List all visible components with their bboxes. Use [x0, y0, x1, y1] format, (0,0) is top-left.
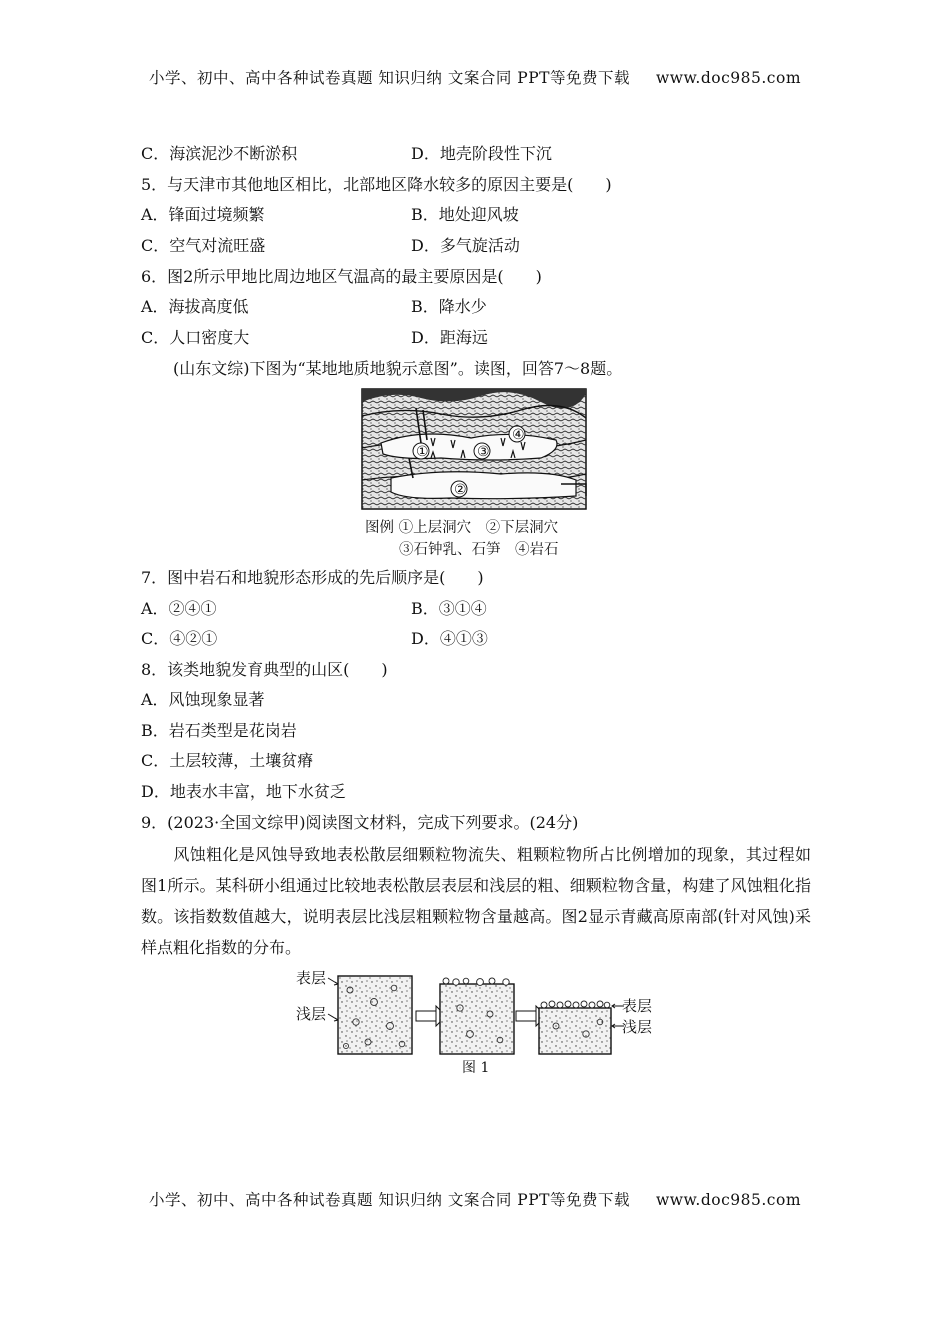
marker-2: ②: [454, 482, 467, 498]
q8-stem: 8．该类地貌发育典型的山区( ): [141, 660, 388, 679]
page-footer: [0, 1188, 950, 1210]
q9-paragraph-text: 风蚀粗化是风蚀导致地表松散层细颗粒物流失、粗颗粒物所占比例增加的现象，其过程如图1所示。某科研小组通过比较地表松散层表层和浅层的粗、细颗粒物含量，构建了风蚀粗化指数。该指数数值越大，说明表层比浅层粗颗粒物含量越高。图2显示青藏高原南部(针对风蚀)采样点粗化指数的分布。: [141, 845, 811, 957]
q8-option-c: C．土层较薄，土壤贫瘠: [141, 751, 314, 770]
q7-option-c: C．④②①: [141, 629, 218, 648]
q9-material-paragraph: [141, 839, 811, 963]
q5-option-c: C．空气对流旺盛: [141, 236, 266, 255]
q6-option-b: B．降水少: [411, 297, 487, 316]
label-surface-right: 表层: [622, 997, 653, 1015]
marker-1: ①: [416, 444, 429, 460]
q5-option-a: A．锋面过境频繁: [141, 205, 265, 224]
q8-option-b: B．岩石类型是花岗岩: [141, 721, 297, 740]
karst-geology-figure: [361, 388, 587, 510]
page-header: [0, 66, 950, 88]
label-shallow-left: 浅层: [296, 1005, 327, 1023]
q7-option-d: D．④①③: [411, 629, 488, 648]
q9-stem: 9．(2023·全国文综甲)阅读图文材料，完成下列要求。(24分): [141, 813, 579, 832]
marker-4: ④: [512, 427, 525, 443]
figure-legend-line2: ③石钟乳、石笋 ④岩石: [399, 542, 559, 558]
q7-option-b: B．③①④: [411, 599, 487, 618]
figure-caption: 图 1: [462, 1060, 490, 1076]
q5-option-d: D．多气旋活动: [411, 236, 520, 255]
q7-option-a: A．②④①: [141, 599, 217, 618]
q8-option-a: A．风蚀现象显著: [141, 690, 265, 709]
q5-option-b: B．地处迎风坡: [411, 205, 519, 224]
q6-option-a: A．海拔高度低: [141, 297, 249, 316]
q4-option-d: D．地壳阶段性下沉: [411, 144, 552, 163]
q5-stem: 5．与天津市其他地区相比，北部地区降水较多的原因主要是( ): [141, 175, 612, 194]
wind-erosion-figure: [294, 964, 658, 1076]
marker-3: ③: [477, 444, 490, 460]
footer-url[interactable]: www.doc985.com: [655, 1191, 802, 1209]
q7-8-intro: (山东文综)下图为“某地地质地貌示意图”。读图，回答7～8题。: [173, 359, 623, 378]
figure-legend-line1: 图例 ①上层洞穴 ②下层洞穴: [365, 520, 559, 536]
header-text: 小学、初中、高中各种试卷真题 知识归纳 文案合同 PPT等免费下载: [148, 69, 630, 87]
label-shallow-right: 浅层: [622, 1018, 653, 1036]
q6-option-c: C．人口密度大: [141, 328, 250, 347]
header-url[interactable]: www.doc985.com: [655, 69, 802, 87]
q4-option-c: C．海滨泥沙不断淤积: [141, 144, 298, 163]
q6-stem: 6．图2所示甲地比周边地区气温高的最主要原因是( ): [141, 267, 542, 286]
label-surface-left: 表层: [296, 969, 327, 987]
q8-option-d: D．地表水丰富，地下水贫乏: [141, 782, 346, 801]
footer-text: 小学、初中、高中各种试卷真题 知识归纳 文案合同 PPT等免费下载: [148, 1191, 630, 1209]
q6-option-d: D．距海远: [411, 328, 488, 347]
q7-stem: 7．图中岩石和地貌形态形成的先后顺序是( ): [141, 568, 484, 587]
